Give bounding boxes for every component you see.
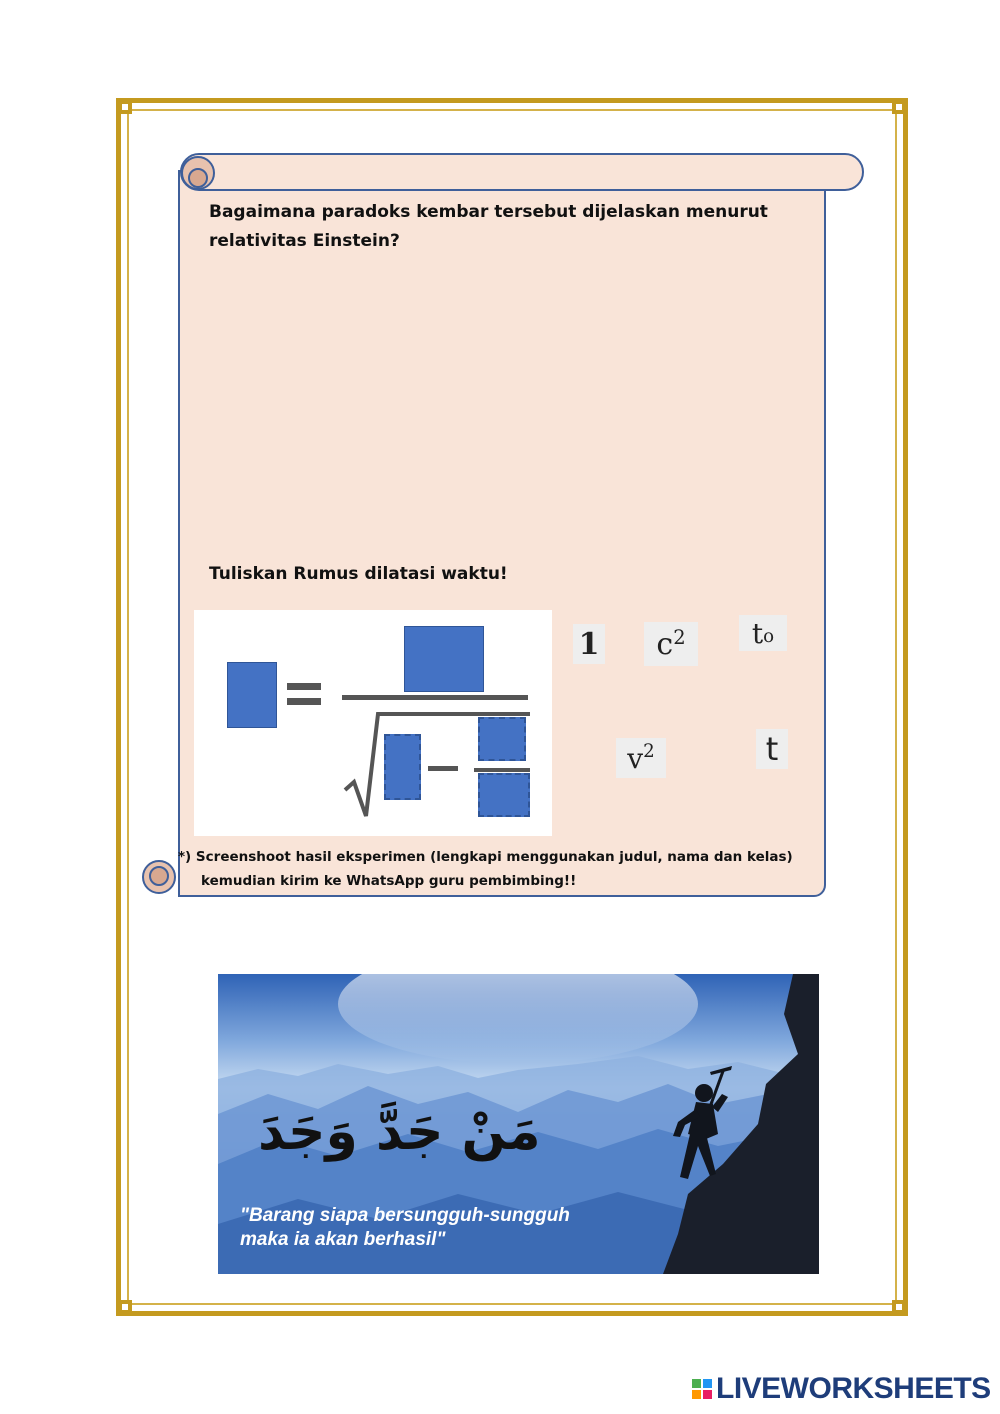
question-line-1: Bagaimana paradoks kembar tersebut dijelaskan menurut — [209, 202, 768, 222]
tile-t-label: t — [765, 730, 779, 768]
formula-panel — [194, 610, 552, 836]
note-line-1: *) Screenshoot hasil eksperimen (lengkapi menggunakan judul, nama dan kelas) — [178, 849, 793, 865]
scroll-top-roll — [180, 153, 864, 191]
tile-t-zero-base: t — [751, 616, 764, 650]
tile-t[interactable] — [756, 729, 788, 769]
tile-c-base: c — [656, 626, 674, 662]
tile-one-label: 1 — [578, 626, 600, 662]
formula-slot-numerator[interactable] — [404, 626, 484, 692]
question-line-2: relativitas Einstein? — [209, 231, 400, 251]
motivation-banner — [218, 974, 819, 1274]
frame-corner-tr — [892, 100, 906, 114]
scroll-curl-bottom-inner — [149, 866, 169, 886]
note-line-2: kemudian kirim ke WhatsApp guru pembimbing!! — [201, 873, 577, 889]
liveworksheets-logo[interactable] — [692, 1372, 991, 1406]
tile-one[interactable] — [573, 624, 605, 664]
arabic-proverb: مَنْ جَدَّ وَجَدَ — [258, 1102, 541, 1162]
tile-v-base: v — [627, 741, 644, 775]
quote-line-1: "Barang siapa bersungguh-sungguh — [240, 1205, 570, 1226]
quote-line-2: maka ia akan berhasil" — [240, 1229, 446, 1250]
liveworksheets-icon — [692, 1379, 712, 1399]
answer-area[interactable] — [205, 262, 805, 542]
formula-prompt: Tuliskan Rumus dilatasi waktu! — [209, 564, 508, 584]
frame-corner-bl — [118, 1300, 132, 1314]
tile-v-squared[interactable] — [616, 738, 666, 778]
frame-corner-tl — [118, 100, 132, 114]
submission-note — [178, 845, 828, 893]
banner-quote — [240, 1204, 570, 1252]
formula-slot-radicand-one[interactable] — [384, 734, 421, 800]
frame-corner-br — [892, 1300, 906, 1314]
brand-name: LIVEWORKSHEETS — [716, 1372, 991, 1405]
tile-c-exponent: 2 — [673, 625, 686, 649]
question-text — [209, 198, 809, 256]
formula-slot-inner-denominator[interactable] — [478, 773, 530, 817]
scroll-curl-top-inner — [188, 168, 208, 188]
formula-slot-result[interactable] — [227, 662, 277, 728]
tile-c-squared[interactable] — [644, 622, 698, 666]
tile-v-exponent: 2 — [643, 741, 655, 763]
formula-slot-inner-numerator[interactable] — [478, 717, 526, 761]
tile-t-zero-subscript: o — [763, 626, 775, 648]
tile-t-zero[interactable] — [739, 615, 787, 651]
